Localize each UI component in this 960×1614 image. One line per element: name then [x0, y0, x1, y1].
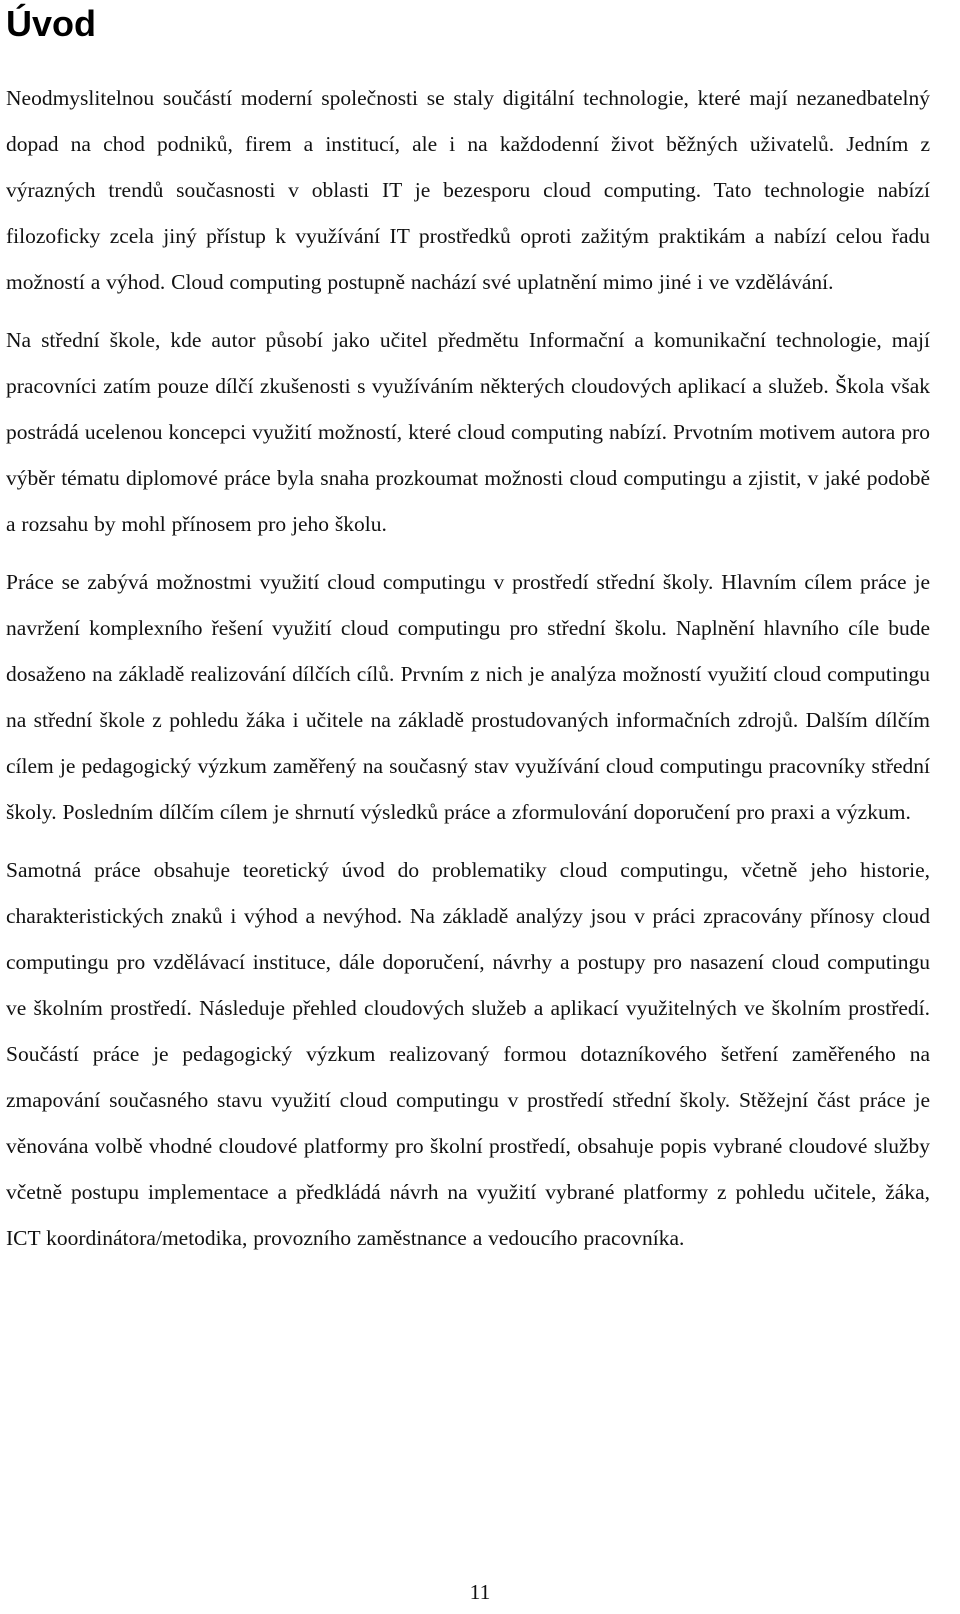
- page-number: 11: [469, 1580, 491, 1604]
- paragraph-goals: Práce se zabývá možnostmi využití cloud computingu v prostředí střední školy. Hlavním cílem práce je navržení komplexního řešení využití cloud computingu pro střední školu. Naplnění hlavního cíle bude dosaženo na základě realizování dílčích cílů. Prvním z nich je analýza možností využití cloud computingu na střední škole z pohledu žáka i učitele na základě prostudovaných informačních zdrojů. Dalším dílčím cílem je pedagogický výzkum zaměřený na současný stav využívání cloud computingu pracovníky střední školy. Posledním dílčím cílem je shrnutí výsledků práce a zformulování doporučení pro praxi a výzkum.: [6, 570, 930, 824]
- document-body: [6, 75, 930, 1273]
- paragraph-structure: Samotná práce obsahuje teoretický úvod do problematiky cloud computingu, včetně jeho historie, charakteristických znaků i výhod a nevýhod. Na základě analýzy jsou v práci zpracovány přínosy cloud computingu pro vzdělávací instituce, dále doporučení, návrhy a postupy pro nasazení cloud computingu ve školním prostředí. Následuje přehled cloudových služeb a aplikací využitelných ve školním prostředí. Součástí práce je pedagogický výzkum realizovaný formou dotazníkového šetření zaměřeného na zmapování současného stavu využití cloud computingu v prostředí střední školy. Stěžejní část práce je věnována volbě vhodné cloudové platformy pro školní prostředí, obsahuje popis vybrané cloudové služby včetně postupu implementace a předkládá návrh na využití vybrané platformy z pohledu učitele, žáka, ICT koordinátora/metodika, provozního zaměstnance a vedoucího pracovníka.: [6, 858, 930, 1250]
- paragraph-motivation: Na střední škole, kde autor působí jako učitel předmětu Informační a komunikační technologie, mají pracovníci zatím pouze dílčí zkušenosti s využíváním některých cloudových aplikací a služeb. Škola však postrádá ucelenou koncepci využití možností, které cloud computing nabízí. Prvotním motivem autora pro výběr tématu diplomové práce byla snaha prozkoumat možnosti cloud computingu a zjistit, v jaké podobě a rozsahu by mohl přínosem pro jeho školu.: [6, 328, 930, 536]
- paragraph-intro: Neodmyslitelnou součástí moderní společnosti se staly digitální technologie, které mají nezanedbatelný dopad na chod podniků, firem a institucí, ale i na každodenní život běžných uživatelů. Jedním z výrazných trendů současnosti v oblasti IT je bezesporu cloud computing. Tato technologie nabízí filozoficky zcela jiný přístup k využívání IT prostředků oproti zažitým praktikám a nabízí celou řadu možností a výhod. Cloud computing postupně nachází své uplatnění mimo jiné i ve vzdělávání.: [6, 86, 930, 294]
- section-heading: Úvod: [6, 3, 96, 44]
